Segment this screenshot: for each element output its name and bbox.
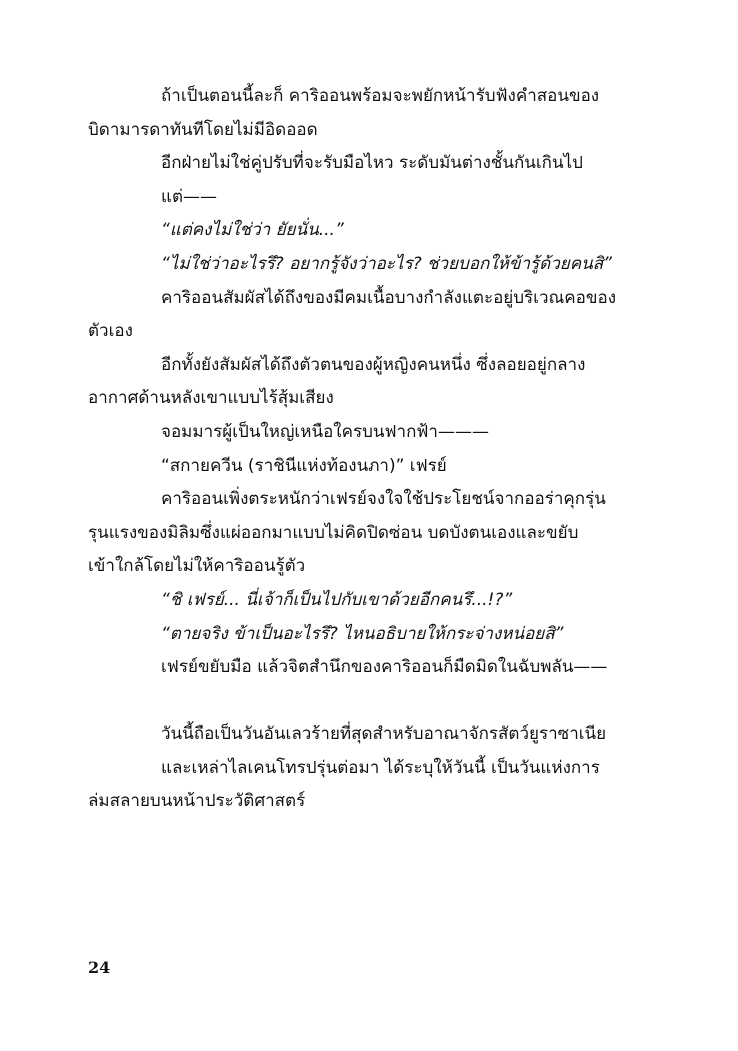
text-line: ถ้าเป็นตอนนี้ละก็ คาริออนพร้อมจะพยักหน้ารับฟังคำสอนของ: [161, 86, 600, 106]
text-line: และเหล่าไลเคนโทรปรุ่นต่อมา ได้ระบุให้วันนี้ เป็นวันแห่งการ: [161, 757, 600, 778]
dialogue-line: “ไม่ใช่ว่าอะไรรึ? อยากรู้จังว่าอะไร? ช่วยบอกให้ข้ารู้ด้วยคนสิ”: [161, 253, 612, 274]
dialogue-line: “แต่คงไม่ใช่ว่า ยัยนั่น...”: [161, 220, 344, 241]
text-line: คาริออนเพิ่งตระหนักว่าเฟรย์จงใจใช้ประโยชน์จากออร่าคุกรุ่น: [161, 489, 606, 510]
text-line: “สกายควีน (ราชินีแห่งท้องนภา)” เฟรย์: [161, 455, 447, 476]
dialogue-line: “ตายจริง ข้าเป็นอะไรรึ? ไหนอธิบายให้กระจ่างหน่อยสิ”: [161, 623, 564, 644]
text-line: บิดามารดาทันทีโดยไม่มีอิดออด: [88, 119, 318, 140]
text-line: คาริออนสัมผัสได้ถึงของมีคมเนื้อบางกำลังแตะอยู่บริเวณคอของ: [161, 287, 617, 308]
text-line: ล่มสลายบนหน้าประวัติศาสตร์: [88, 791, 306, 812]
body-text: [88, 80, 650, 819]
text-line: ตัวเอง: [88, 321, 133, 342]
text-line: อีกทั้งยังสัมผัสได้ถึงตัวตนของผู้หญิงคนหนึ่ง ซึ่งลอยอยู่กลาง: [161, 354, 586, 375]
text-line: เข้าใกล้โดยไม่ให้คาริออนรู้ตัว: [88, 556, 306, 577]
text-line: อากาศด้านหลังเขาแบบไร้สุ้มเสียง: [88, 388, 334, 409]
dialogue-line: “ชิ เฟรย์... นี่เจ้าก็เป็นไปกับเขาด้วยอีกคนรึ...!?”: [161, 589, 513, 610]
paragraph-break: [88, 685, 650, 719]
text-line: อีกฝ่ายไม่ใช่คู่ปรับที่จะรับมือไหว ระดับมันต่างชั้นกันเกินไป: [161, 153, 583, 174]
text-line: จอมมารผู้เป็นใหญ่เหนือใครบนฟากฟ้า———: [161, 421, 489, 442]
text-line: รุนแรงของมิลิมซึ่งแผ่ออกมาแบบไม่คิดปิดซ่อน บดบังตนเองและขยับ: [88, 522, 579, 543]
text-line: แต่——: [161, 186, 217, 207]
text-line: วันนี้ถือเป็นวันอันเลวร้ายที่สุดสำหรับอาณาจักรสัตว์ยูราซาเนีย: [161, 724, 607, 745]
page-number: 24: [88, 958, 111, 977]
text-line: เฟรย์ขยับมือ แล้วจิตสำนึกของคาริออนก็มืดมิดในฉับพลัน——: [161, 657, 608, 678]
